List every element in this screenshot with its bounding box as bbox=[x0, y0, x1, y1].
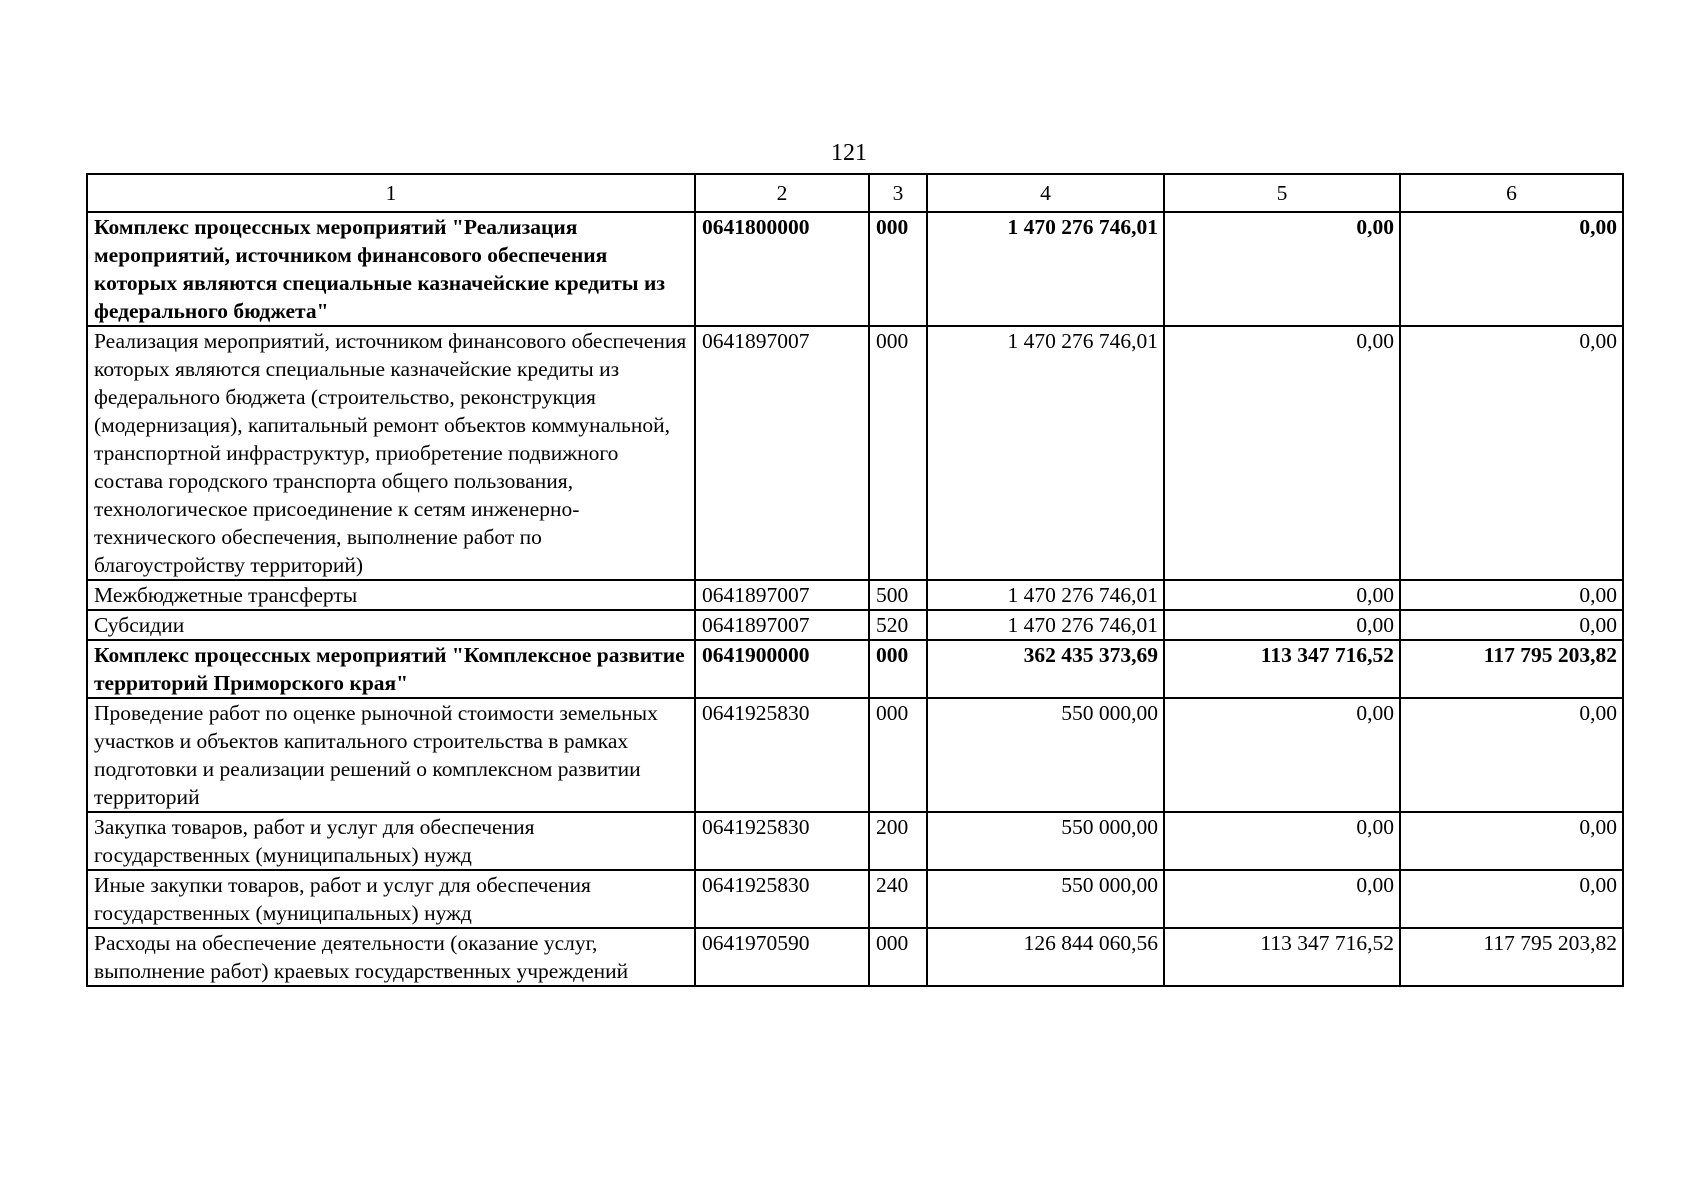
row-target-code: 0641925830 bbox=[695, 870, 869, 928]
row-amount-col4: 1 470 276 746,01 bbox=[927, 580, 1164, 610]
table-row bbox=[87, 812, 1623, 870]
column-number-row bbox=[87, 174, 1623, 212]
row-name: Комплекс процессных мероприятий "Реализация мероприятий, источником финансового обеспечения которых являются специальные казначейские кредиты из федерального бюджета" bbox=[87, 212, 695, 326]
row-target-code: 0641900000 bbox=[695, 640, 869, 698]
row-expense-type: 000 bbox=[869, 698, 927, 812]
table-body bbox=[87, 212, 1623, 986]
row-name: Межбюджетные трансферты bbox=[87, 580, 695, 610]
row-amount-col5: 0,00 bbox=[1164, 698, 1400, 812]
row-amount-col5: 113 347 716,52 bbox=[1164, 928, 1400, 986]
table-row bbox=[87, 580, 1623, 610]
row-amount-col4: 550 000,00 bbox=[927, 698, 1164, 812]
row-amount-col5: 113 347 716,52 bbox=[1164, 640, 1400, 698]
row-target-code: 0641897007 bbox=[695, 326, 869, 580]
row-amount-col4: 550 000,00 bbox=[927, 812, 1164, 870]
row-name: Комплекс процессных мероприятий "Комплексное развитие территорий Приморского края" bbox=[87, 640, 695, 698]
row-amount-col6: 0,00 bbox=[1400, 326, 1623, 580]
row-amount-col6: 0,00 bbox=[1400, 610, 1623, 640]
page-number: 121 bbox=[831, 140, 867, 166]
row-amount-col5: 0,00 bbox=[1164, 870, 1400, 928]
table-row bbox=[87, 640, 1623, 698]
row-target-code: 0641925830 bbox=[695, 812, 869, 870]
row-name: Иные закупки товаров, работ и услуг для обеспечения государственных (муниципальных) нужд bbox=[87, 870, 695, 928]
table-row bbox=[87, 212, 1623, 326]
row-amount-col5: 0,00 bbox=[1164, 812, 1400, 870]
row-target-code: 0641970590 bbox=[695, 928, 869, 986]
row-target-code: 0641897007 bbox=[695, 610, 869, 640]
column-header: 2 bbox=[695, 174, 869, 212]
row-expense-type: 520 bbox=[869, 610, 927, 640]
row-amount-col4: 1 470 276 746,01 bbox=[927, 326, 1164, 580]
row-target-code: 0641925830 bbox=[695, 698, 869, 812]
column-header: 3 bbox=[869, 174, 927, 212]
row-name: Субсидии bbox=[87, 610, 695, 640]
row-amount-col5: 0,00 bbox=[1164, 326, 1400, 580]
column-header: 6 bbox=[1400, 174, 1623, 212]
row-amount-col4: 550 000,00 bbox=[927, 870, 1164, 928]
row-amount-col4: 126 844 060,56 bbox=[927, 928, 1164, 986]
table-header bbox=[87, 174, 1623, 212]
row-name: Реализация мероприятий, источником финансового обеспечения которых являются специальные казначейские кредиты из федерального бюджета (строительство, реконструкция (модернизация), капитальный ремонт объектов коммунальной, транспортной инфраструктур, приобретение подвижного состава городского транспорта общего пользования, технологическое присоединение к сетям инженерно-технического обеспечения, выполнение работ по благоустройству территорий) bbox=[87, 326, 695, 580]
row-expense-type: 000 bbox=[869, 212, 927, 326]
row-name: Закупка товаров, работ и услуг для обеспечения государственных (муниципальных) нужд bbox=[87, 812, 695, 870]
row-amount-col6: 0,00 bbox=[1400, 698, 1623, 812]
table-row bbox=[87, 870, 1623, 928]
row-amount-col4: 1 470 276 746,01 bbox=[927, 212, 1164, 326]
row-amount-col6: 0,00 bbox=[1400, 870, 1623, 928]
row-amount-col5: 0,00 bbox=[1164, 580, 1400, 610]
row-amount-col6: 117 795 203,82 bbox=[1400, 928, 1623, 986]
table-row bbox=[87, 698, 1623, 812]
row-name: Расходы на обеспечение деятельности (оказание услуг, выполнение работ) краевых государственных учреждений bbox=[87, 928, 695, 986]
table-row bbox=[87, 326, 1623, 580]
row-expense-type: 240 bbox=[869, 870, 927, 928]
row-amount-col6: 0,00 bbox=[1400, 212, 1623, 326]
column-header: 5 bbox=[1164, 174, 1400, 212]
column-header: 1 bbox=[87, 174, 695, 212]
table-row bbox=[87, 610, 1623, 640]
row-name: Проведение работ по оценке рыночной стоимости земельных участков и объектов капитального строительства в рамках подготовки и реализации решений о комплексном развитии территорий bbox=[87, 698, 695, 812]
row-target-code: 0641897007 bbox=[695, 580, 869, 610]
row-expense-type: 500 bbox=[869, 580, 927, 610]
row-amount-col6: 0,00 bbox=[1400, 812, 1623, 870]
row-target-code: 0641800000 bbox=[695, 212, 869, 326]
row-amount-col5: 0,00 bbox=[1164, 212, 1400, 326]
budget-table bbox=[86, 173, 1624, 987]
row-amount-col4: 362 435 373,69 bbox=[927, 640, 1164, 698]
row-amount-col4: 1 470 276 746,01 bbox=[927, 610, 1164, 640]
row-expense-type: 000 bbox=[869, 326, 927, 580]
row-amount-col6: 0,00 bbox=[1400, 580, 1623, 610]
row-amount-col6: 117 795 203,82 bbox=[1400, 640, 1623, 698]
row-amount-col5: 0,00 bbox=[1164, 610, 1400, 640]
row-expense-type: 200 bbox=[869, 812, 927, 870]
table-row bbox=[87, 928, 1623, 986]
column-header: 4 bbox=[927, 174, 1164, 212]
row-expense-type: 000 bbox=[869, 640, 927, 698]
row-expense-type: 000 bbox=[869, 928, 927, 986]
